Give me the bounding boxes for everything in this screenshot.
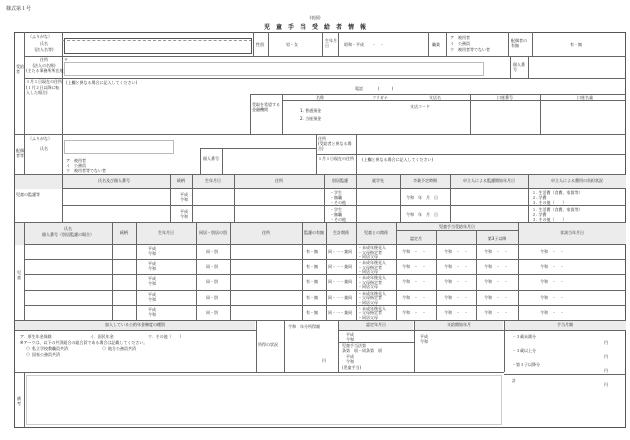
spouse-jan-label: １月１日現在の住所	[318, 156, 354, 161]
child-cohab-value[interactable]: 同・別	[206, 309, 218, 315]
pension-opt-3[interactable]: ウ．その他（ ）	[148, 334, 184, 339]
cu1-school-1[interactable]: ・学生	[330, 190, 342, 195]
recipient-name-label: 氏名	[40, 41, 48, 46]
pension-header: 加入している公的年金制度の種別	[105, 322, 165, 327]
income-yen: 円	[322, 358, 326, 363]
spouse-exists-value[interactable]: 有・無	[570, 42, 582, 47]
office-label-2: 条第 項・同条第 項	[342, 348, 382, 353]
spouse-exists-label: 配偶者の有無	[511, 38, 527, 48]
spouse-row-label: 配偶者等	[16, 148, 24, 158]
child-live-value[interactable]: 同・一・兼同	[328, 279, 352, 285]
occupation-opt-3[interactable]: ウ 被用者等でない者	[450, 47, 490, 52]
pay-era-1: 平成	[420, 334, 428, 339]
recog-era-3: 平成	[346, 354, 354, 359]
child-care-value[interactable]: 有・無	[306, 279, 318, 285]
recog-header: 認定年月日	[366, 322, 386, 327]
prev-address-hint: (上欄と異なる場合に記入してください)	[66, 80, 138, 85]
cu1-era-1: 平成	[180, 192, 188, 197]
child-era-heisei: 平成	[148, 306, 156, 312]
child-era-reiwa: 令和	[148, 281, 156, 287]
spouse-furigana: （ふりがな）	[28, 136, 52, 141]
amount-yen-1: 円	[604, 340, 608, 345]
child-live-value[interactable]: 同・一・兼同	[328, 309, 352, 315]
address-sub: (法人の名称) (主たる事務所所在地)	[26, 63, 66, 73]
birth-value[interactable]: 昭和・平成 ・ ・	[344, 42, 384, 47]
cl-h-mynumber: 個人番号（別居監護の場合）	[42, 232, 94, 237]
spouse-mynumber-label: 個人番号	[203, 156, 219, 161]
cu2-support-3[interactable]: ３. その他（ ）	[532, 217, 567, 222]
child-rel-opt-1[interactable]: ・未成年後見人	[358, 290, 386, 296]
pension-sub-2[interactable]: （）地方公務員共済	[100, 346, 136, 351]
bank-label: 受取を希望する金融機関	[252, 102, 280, 112]
birth-label: 生年月日	[325, 38, 337, 48]
cu2-school-1[interactable]: ・学生	[330, 207, 342, 212]
child-recv-date[interactable]: 令和 ・ ・	[402, 279, 426, 285]
child-era-heisei: 平成	[148, 246, 156, 251]
office-label-1: 児童手当法第	[342, 343, 366, 348]
child-third-date[interactable]: 令和 ・ ・	[484, 294, 508, 300]
cl-h-cohab: 同居・別居の別	[199, 230, 227, 235]
cu-h-separate: 別居監護	[332, 178, 348, 183]
side-note: (表面)	[309, 15, 321, 20]
child-recog-date[interactable]: 令和 ・ ・	[444, 264, 468, 270]
cu2-era-1: 平成	[180, 209, 188, 214]
spouse-name-field[interactable]	[64, 140, 174, 154]
child-rel-opt-2[interactable]: ・父母指定者	[358, 310, 382, 316]
cu1-school-2[interactable]: ・無職	[330, 195, 342, 200]
notes-label: 備考	[17, 396, 21, 406]
child-rel-opt-3[interactable]: ・同居父母	[358, 284, 378, 290]
child-rel-opt-1[interactable]: ・未成年後見人	[358, 260, 386, 266]
child-nonapp-date[interactable]: 令和 ・ ・	[540, 249, 564, 254]
gender-label: 性別	[256, 42, 264, 47]
child-rel-opt-1[interactable]: ・未成年後見人	[358, 275, 386, 281]
occupation-opt-2[interactable]: イ 公務員	[450, 41, 470, 46]
pay-era-2: 令和	[420, 339, 428, 344]
tel-label: 電話	[355, 86, 363, 91]
income-year-label: 令和 年分所得額	[288, 324, 320, 329]
child-care-value[interactable]: 有・無	[306, 309, 318, 315]
amount-item-2: ・３歳以上分	[512, 348, 536, 353]
child-era-heisei: 平成	[148, 261, 156, 267]
cl-h-recog-month: 認定月	[410, 236, 422, 241]
child-rel-opt-3[interactable]: ・同居父母	[358, 299, 378, 305]
child-era-reiwa: 令和	[148, 251, 156, 256]
spouse-address-sub: (受給者と異なる場合)	[318, 141, 352, 151]
child-cohab-value[interactable]: 同・別	[206, 249, 218, 254]
spouse-address-label: 住所	[318, 136, 326, 141]
cu-h-birth: 生年月日	[205, 178, 221, 183]
child-nonapp-date[interactable]: 令和 ・ ・	[540, 309, 564, 315]
child-nonapp-date[interactable]: 令和 ・ ・	[540, 279, 564, 285]
recog-era-4: 令和	[346, 359, 354, 364]
child-third-date[interactable]: 令和 ・ ・	[484, 264, 508, 270]
child-nonapp-date[interactable]: 令和 ・ ・	[540, 294, 564, 300]
pension-sub-1[interactable]: （）私立学校教職員共済	[24, 346, 68, 351]
pension-note: ※ア～ウは、以下の共済組合の組合員である場合は記載してください。	[20, 340, 148, 345]
stamp-label: (児童手当)	[342, 365, 362, 370]
cu-h-grad: 卒業予定時期	[413, 178, 437, 183]
cu2-support-1[interactable]: １. 生活費（食費、家賃等）	[532, 207, 583, 212]
cl-h-address: 住所	[262, 230, 270, 235]
child-third-date[interactable]: 令和 ・ ・	[484, 279, 508, 285]
child-era-heisei: 平成	[148, 276, 156, 282]
spouse-opt-1[interactable]: ア 被用者	[66, 158, 86, 163]
cl-h-birth: 生年月日	[158, 230, 174, 235]
cu-h-care-start: 申立人による監護開始年月日	[463, 178, 515, 183]
cl-h-care: 監護の有無	[304, 230, 324, 235]
cl-h-recv: 児童手当受給年月日	[439, 224, 475, 229]
prev-address-note: (１月２日以降に転入した場合)	[26, 85, 60, 95]
bank-type-1[interactable]: 1. 普通預金	[300, 108, 322, 113]
cu-h-address: 住所	[275, 178, 283, 183]
child-recv-date[interactable]: 令和 ・ ・	[402, 309, 426, 315]
child-nonapp-date[interactable]: 令和 ・ ・	[540, 264, 564, 270]
mynumber-label: 個人番号	[513, 62, 525, 72]
cl-h-third: 第3子以降	[487, 236, 507, 241]
child-live-value[interactable]: 同・一・兼同	[328, 264, 352, 270]
child-era-reiwa: 令和	[148, 296, 156, 302]
bank-h-branch: 支店名	[429, 95, 441, 100]
care-row-label: 児童の監護等	[16, 192, 40, 197]
pension-opt-1[interactable]: ア．厚生年金保険	[20, 334, 52, 339]
spouse-opt-2[interactable]: イ 公務員	[66, 163, 86, 168]
child-recv-date[interactable]: 令和 ・ ・	[402, 264, 426, 270]
pension-sub-3[interactable]: （）国家公務員共済	[24, 352, 60, 357]
occupation-label: 職業	[432, 42, 440, 47]
child-recv-date[interactable]: 令和 ・ ・	[402, 249, 426, 254]
cu2-support-2[interactable]: ２. 学費	[532, 212, 547, 217]
amount-yen-3: 円	[604, 368, 608, 373]
child-era-reiwa: 令和	[148, 266, 156, 272]
child-cohab-value[interactable]: 同・別	[206, 294, 218, 300]
cu1-support-2[interactable]: ２. 学費	[532, 195, 547, 200]
cu1-support-3[interactable]: ３. その他（ ）	[532, 200, 567, 205]
spouse-jan-hint: (上欄と異なる場合に記入してください)	[362, 157, 434, 162]
child-care-value[interactable]: 有・無	[306, 294, 318, 300]
child-recv-date[interactable]: 令和 ・ ・	[402, 294, 426, 300]
tel-value[interactable]: ( )	[378, 86, 394, 91]
bank-h-name: 名称	[316, 95, 324, 100]
amount-total-label: 計	[512, 378, 516, 383]
cu2-grad-date[interactable]: 令和 年 月 日	[406, 212, 438, 217]
bank-type-2[interactable]: 2. 当座預金	[300, 116, 322, 121]
child-row-label: 児童	[17, 270, 21, 280]
child-rel-opt-1[interactable]: ・未成年後見人	[358, 305, 386, 311]
child-rel-opt-2[interactable]: ・父母指定者	[358, 295, 382, 301]
amount-item-1: ・３歳未満分	[512, 334, 536, 339]
child-rel-opt-1[interactable]: ・未成年後見人	[358, 245, 386, 250]
bank-h-holder: 口座名義	[577, 95, 593, 100]
cu1-school-3[interactable]: ・その他	[330, 200, 346, 205]
recipient-row-label: 受給者	[16, 64, 24, 74]
spouse-name-label: 氏名	[40, 146, 48, 151]
child-care-value[interactable]: 有・無	[306, 264, 318, 270]
cl-h-name: 氏名	[64, 226, 72, 231]
child-era-heisei: 平成	[148, 291, 156, 297]
cu-h-school: 就学先	[372, 178, 384, 183]
cl-h-relation: 児童との関係	[364, 230, 388, 235]
cu1-era-2: 令和	[180, 197, 188, 202]
child-rel-opt-3[interactable]: ・同居父母	[358, 269, 378, 275]
child-cohab-value[interactable]: 同・別	[206, 264, 218, 270]
cu-h-support: 申立人による費用の負担状況	[551, 178, 603, 183]
zip-mark: 〒	[64, 57, 68, 62]
cl-h-nonapp: 非該当年月日	[560, 230, 584, 235]
child-care-value[interactable]: 有・無	[306, 249, 318, 254]
recipient-name-sub: (法人名等)	[34, 47, 54, 52]
cl-h-rel: 続柄	[120, 230, 128, 235]
prev-address-label: １月１日現在の住所	[26, 79, 62, 84]
recipient-name-field[interactable]	[64, 38, 252, 54]
pay-header: 支給開始年月	[447, 322, 471, 327]
amount-item-3: ・第３子以降分	[512, 362, 540, 367]
child-era-reiwa: 令和	[148, 311, 156, 317]
amount-yen-2: 円	[604, 354, 608, 359]
child-rel-opt-3[interactable]: ・同居父母	[358, 314, 378, 320]
recipient-furigana: （ふりがな）	[28, 34, 52, 39]
child-third-date[interactable]: 令和 ・ ・	[484, 309, 508, 315]
spouse-opt-3[interactable]: ウ 被用者等でない者	[66, 168, 106, 173]
cu2-era-2: 令和	[180, 214, 188, 219]
cu2-school-2[interactable]: ・無職	[330, 212, 342, 217]
bank-h-furigana: フリガナ	[372, 95, 388, 100]
child-live-value[interactable]: 同・一・兼同	[328, 294, 352, 300]
notes-field[interactable]	[26, 375, 502, 425]
amount-total-yen: 円	[604, 382, 608, 387]
child-third-date[interactable]: 令和 ・ ・	[484, 249, 508, 254]
cu1-grad-date[interactable]: 令和 年 月 日	[406, 195, 438, 200]
cu-h-rel: 続柄	[177, 178, 185, 183]
pension-opt-2[interactable]: イ．国民年金	[90, 334, 114, 339]
child-rel-opt-2[interactable]: ・父母指定者	[358, 249, 382, 255]
recog-era-1: 平成	[346, 332, 354, 337]
income-label: 所得の状況	[258, 342, 278, 347]
cu-h-name: 氏名及び個人番号	[98, 178, 130, 183]
cu2-school-3[interactable]: ・その他	[330, 217, 346, 222]
child-recog-date[interactable]: 令和 ・ ・	[444, 279, 468, 285]
cu1-support-1[interactable]: １. 生活費（食費、家賃等）	[532, 190, 583, 195]
cl-h-live: 生計関係	[333, 230, 349, 235]
bank-code-label: 支店コード	[410, 104, 430, 109]
amount-header: 手当月額	[557, 322, 573, 327]
address-label: 住所	[40, 57, 48, 62]
child-recog-date[interactable]: 令和 ・ ・	[444, 249, 468, 254]
form-id: 様式第１号	[6, 6, 32, 12]
recog-era-2: 令和	[346, 337, 354, 342]
bank-h-account: 口座番号	[497, 95, 513, 100]
address-field[interactable]	[64, 62, 484, 76]
child-recog-date[interactable]: 令和 ・ ・	[444, 309, 468, 315]
form-title: 児 童 手 当 受 給 者 情 報	[263, 24, 366, 31]
child-recog-date[interactable]: 令和 ・ ・	[444, 294, 468, 300]
occupation-opt-1[interactable]: ア 被用者	[450, 35, 470, 40]
child-rel-opt-2[interactable]: ・父母指定者	[358, 264, 382, 270]
child-rel-opt-2[interactable]: ・父母指定者	[358, 279, 382, 285]
gender-value[interactable]: 男・女	[286, 42, 298, 47]
child-cohab-value[interactable]: 同・別	[206, 279, 218, 285]
child-live-value[interactable]: 同・一・兼同	[328, 249, 352, 254]
child-rel-opt-3[interactable]: ・同居父母	[358, 254, 378, 259]
